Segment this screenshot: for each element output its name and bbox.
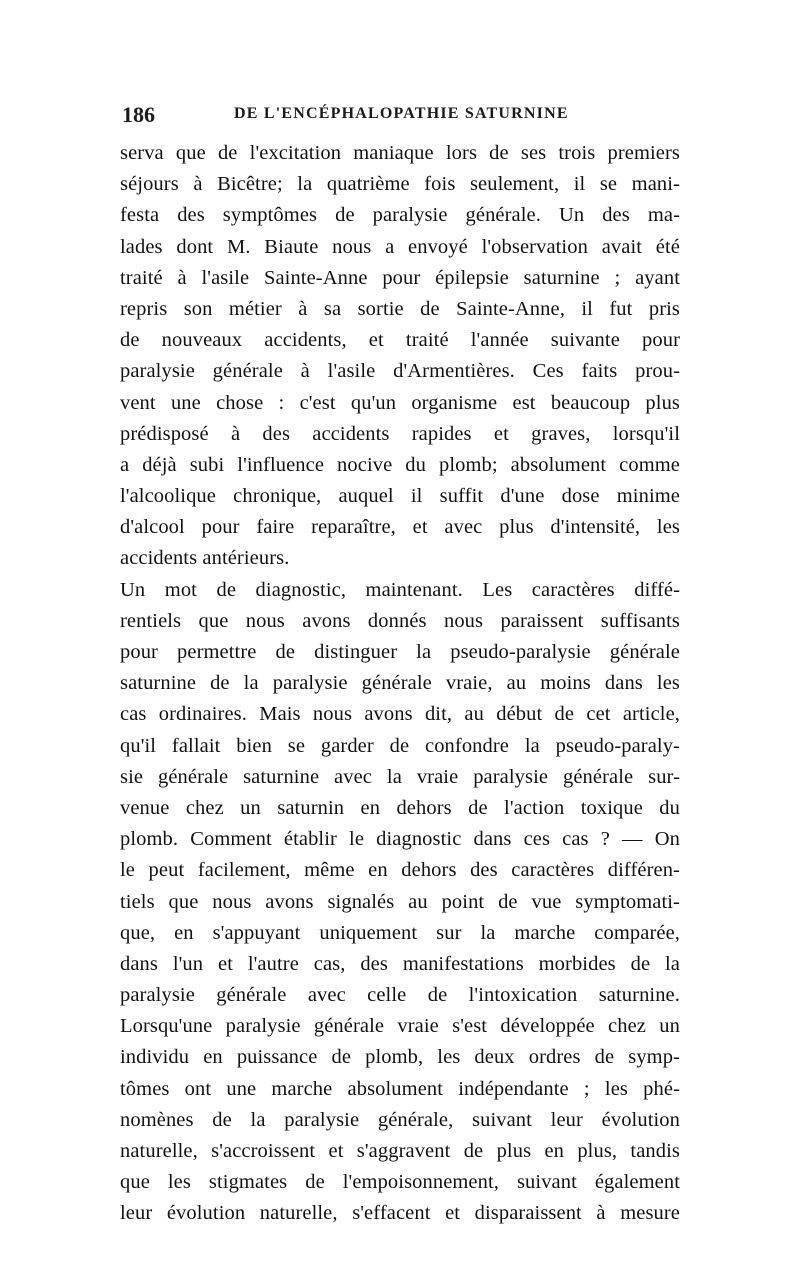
text-line: l'alcoolique chronique, auquel il suffit d'une dose minime: [120, 485, 680, 508]
text-line: traité à l'asile Sainte-Anne pour épilepsie saturnine ; ayant: [120, 266, 680, 289]
text-line: lades dont M. Biaute nous a envoyé l'observation avait été: [120, 235, 680, 258]
text-line: sie générale saturnine avec la vraie paralysie générale sur-: [120, 765, 680, 788]
text-line: Un mot de diagnostic, maintenant. Les caractères diffé-: [120, 578, 680, 601]
page-number: 186: [122, 102, 155, 127]
text-line: dans l'un et l'autre cas, des manifestations morbides de la: [120, 952, 680, 975]
text-line: saturnine de la paralysie générale vraie, au moins dans les: [120, 672, 680, 695]
page-header: [122, 100, 680, 130]
text-line: venue chez un saturnin en dehors de l'action toxique du: [120, 796, 680, 819]
text-line: serva que de l'excitation maniaque lors de ses trois premiers: [120, 142, 680, 164]
text-line: que, en s'appuyant uniquement sur la marche comparée,: [120, 921, 680, 944]
running-title: DE L'ENCÉPHALOPATHIE SATURNINE: [234, 105, 569, 122]
text-line: repris son métier à sa sortie de Sainte-Anne, il fut pris: [120, 297, 680, 320]
text-line: cas ordinaires. Mais nous avons dit, au début de cet article,: [120, 703, 680, 726]
text-line: de nouveaux accidents, et traité l'année suivante pour: [120, 329, 680, 352]
text-line: individu en puissance de plomb, les deux ordres de symp-: [120, 1046, 680, 1069]
text-line: pour permettre de distinguer la pseudo-paralysie générale: [120, 641, 680, 663]
body-text: [120, 138, 680, 1230]
text-line: séjours à Bicêtre; la quatrième fois seulement, il se mani-: [120, 173, 680, 196]
text-line: naturelle, s'accroissent et s'aggravent de plus en plus, tandis: [120, 1140, 680, 1162]
text-line: festa des symptômes de paralysie générale. Un des ma-: [120, 204, 680, 227]
text-line: vent une chose : c'est qu'un organisme est beaucoup plus: [120, 391, 680, 414]
text-line: accidents antérieurs.: [120, 547, 290, 570]
text-line: leur évolution naturelle, s'effacent et disparaissent à mesure: [120, 1202, 680, 1225]
text-line: Lorsqu'une paralysie générale vraie s'est développée chez un: [120, 1015, 680, 1038]
text-line: a déjà subi l'influence nocive du plomb; absolument comme: [120, 453, 680, 476]
text-line: tiels que nous avons signalés au point de vue symptomati-: [120, 890, 680, 913]
text-line: nomènes de la paralysie générale, suivant leur évolution: [120, 1108, 680, 1131]
text-line: paralysie générale avec celle de l'intoxication saturnine.: [120, 984, 680, 1007]
text-line: le peut facilement, même en dehors des caractères différen-: [120, 859, 680, 882]
text-line: paralysie générale à l'asile d'Armentières. Ces faits prou-: [120, 360, 680, 383]
text-line: d'alcool pour faire reparaître, et avec plus d'intensité, les: [120, 516, 680, 539]
text-line: prédisposé à des accidents rapides et graves, lorsqu'il: [120, 422, 680, 445]
text-line: rentiels que nous avons donnés nous paraissent suffisants: [120, 609, 680, 632]
text-line: qu'il fallait bien se garder de confondre la pseudo-paraly-: [120, 734, 680, 757]
text-line: tômes ont une marche absolument indépendante ; les phé-: [120, 1077, 680, 1100]
text-line: plomb. Comment établir le diagnostic dans ces cas ? — On: [120, 828, 680, 851]
text-line: que les stigmates de l'empoisonnement, suivant également: [120, 1171, 680, 1194]
